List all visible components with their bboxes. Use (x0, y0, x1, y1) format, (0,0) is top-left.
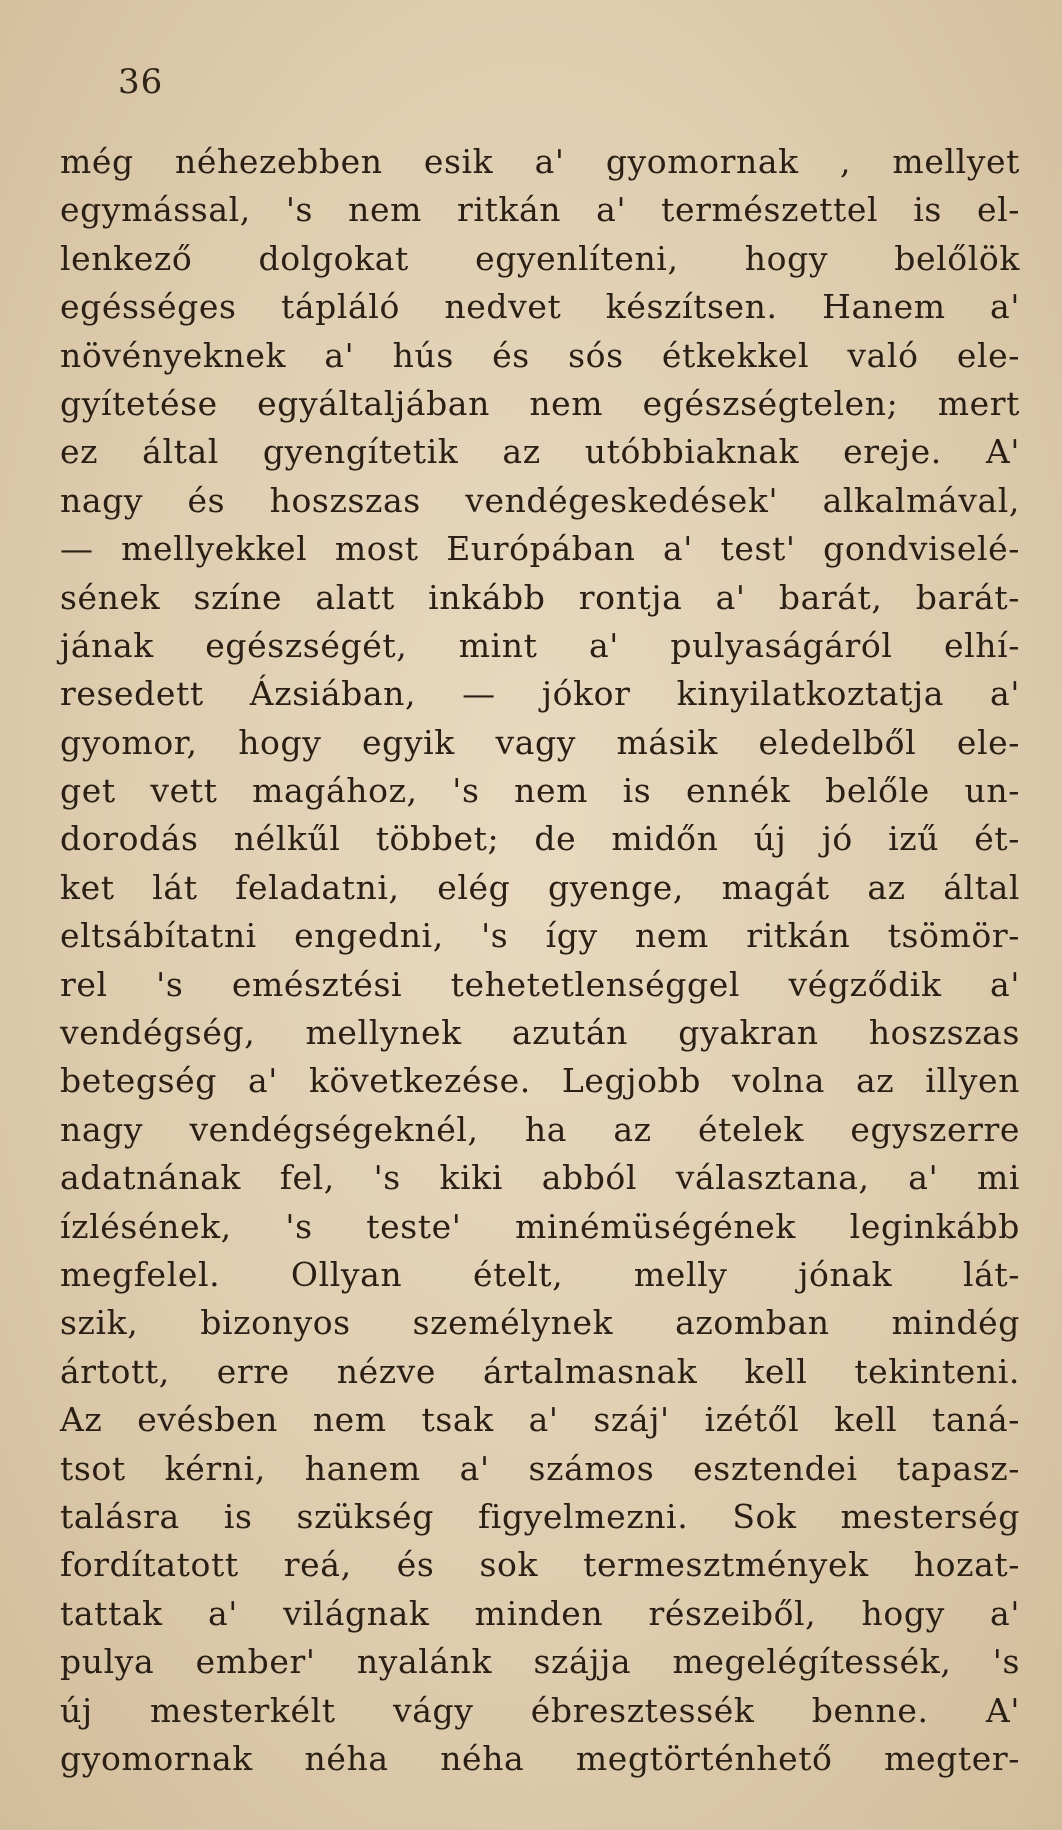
text-line: rel 's emésztési tehetetlenséggel végződik a' (60, 964, 1020, 1004)
text-line: ez által gyengítetik az utóbbiaknak ereje. A' (60, 432, 1020, 472)
body-text (60, 138, 1020, 1783)
text-line: resedett Ázsiában, — jókor kinyilatkoztatja a' (60, 674, 1020, 714)
text-line: nagy és hoszszas vendégeskedések' alkalmával, (60, 480, 1020, 520)
text-line: gyítetése egyáltaljában nem egészségtelen; mert (60, 383, 1020, 423)
page-number: 36 (118, 62, 164, 102)
text-line: egésséges tápláló nedvet készítsen. Hanem a' (60, 287, 1020, 327)
text-line: betegség a' következése. Legjobb volna az illyen (60, 1061, 1020, 1101)
text-line: talásra is szükség figyelmezni. Sok mesterség (60, 1496, 1020, 1536)
text-line: fordítatott reá, és sok termesztmények hozat- (60, 1545, 1020, 1585)
text-line: ártott, erre nézve ártalmasnak kell tekinteni. (60, 1351, 1020, 1391)
text-line: gyomor, hogy egyik vagy másik eledelből ele- (60, 722, 1020, 762)
text-line: szik, bizonyos személynek azomban mindég (60, 1303, 1020, 1343)
text-line: pulya ember' nyalánk szájja megelégítessék, 's (60, 1642, 1020, 1682)
text-line: adatnának fel, 's kiki abból választana, a' mi (60, 1158, 1020, 1198)
text-line: — mellyekkel most Európában a' test' gondviselé- (60, 529, 1020, 569)
text-line: vendégség, mellynek azután gyakran hoszszas (60, 1013, 1020, 1053)
text-line: nagy vendégségeknél, ha az ételek egyszerre (60, 1109, 1020, 1149)
text-line: gyomornak néha néha megtörténhető megter- (60, 1738, 1020, 1778)
text-line: Az evésben nem tsak a' száj' izétől kell taná- (60, 1400, 1020, 1440)
text-line: dorodás nélkűl többet; de midőn új jó izű ét- (60, 819, 1020, 859)
text-line: még néhezebben esik a' gyomornak , mellyet (60, 142, 1020, 181)
text-line: sének színe alatt inkább rontja a' barát, barát- (60, 577, 1020, 617)
text-line: tattak a' világnak minden részeiből, hogy a' (60, 1593, 1020, 1633)
text-line: ízlésének, 's teste' minémüségének leginkább (60, 1206, 1020, 1246)
text-line: lenkező dolgokat egyenlíteni, hogy belőlök (60, 238, 1020, 278)
text-line: egymással, 's nem ritkán a' természettel is el- (60, 190, 1020, 230)
text-line: ket lát feladatni, elég gyenge, magát az által (60, 867, 1020, 907)
text-line: get vett magához, 's nem is ennék belőle un- (60, 771, 1020, 811)
text-line: jának egészségét, mint a' pulyaságáról elhí- (60, 625, 1020, 665)
text-line: új mesterkélt vágy ébresztessék benne. A' (60, 1690, 1020, 1730)
text-line: megfelel. Ollyan ételt, melly jónak lát- (60, 1254, 1020, 1294)
text-line: növényeknek a' hús és sós étkekkel való ele- (60, 335, 1020, 375)
text-line: tsot kérni, hanem a' számos esztendei tapasz- (60, 1448, 1020, 1488)
text-line: eltsábítatni engedni, 's így nem ritkán tsömör- (60, 916, 1020, 956)
